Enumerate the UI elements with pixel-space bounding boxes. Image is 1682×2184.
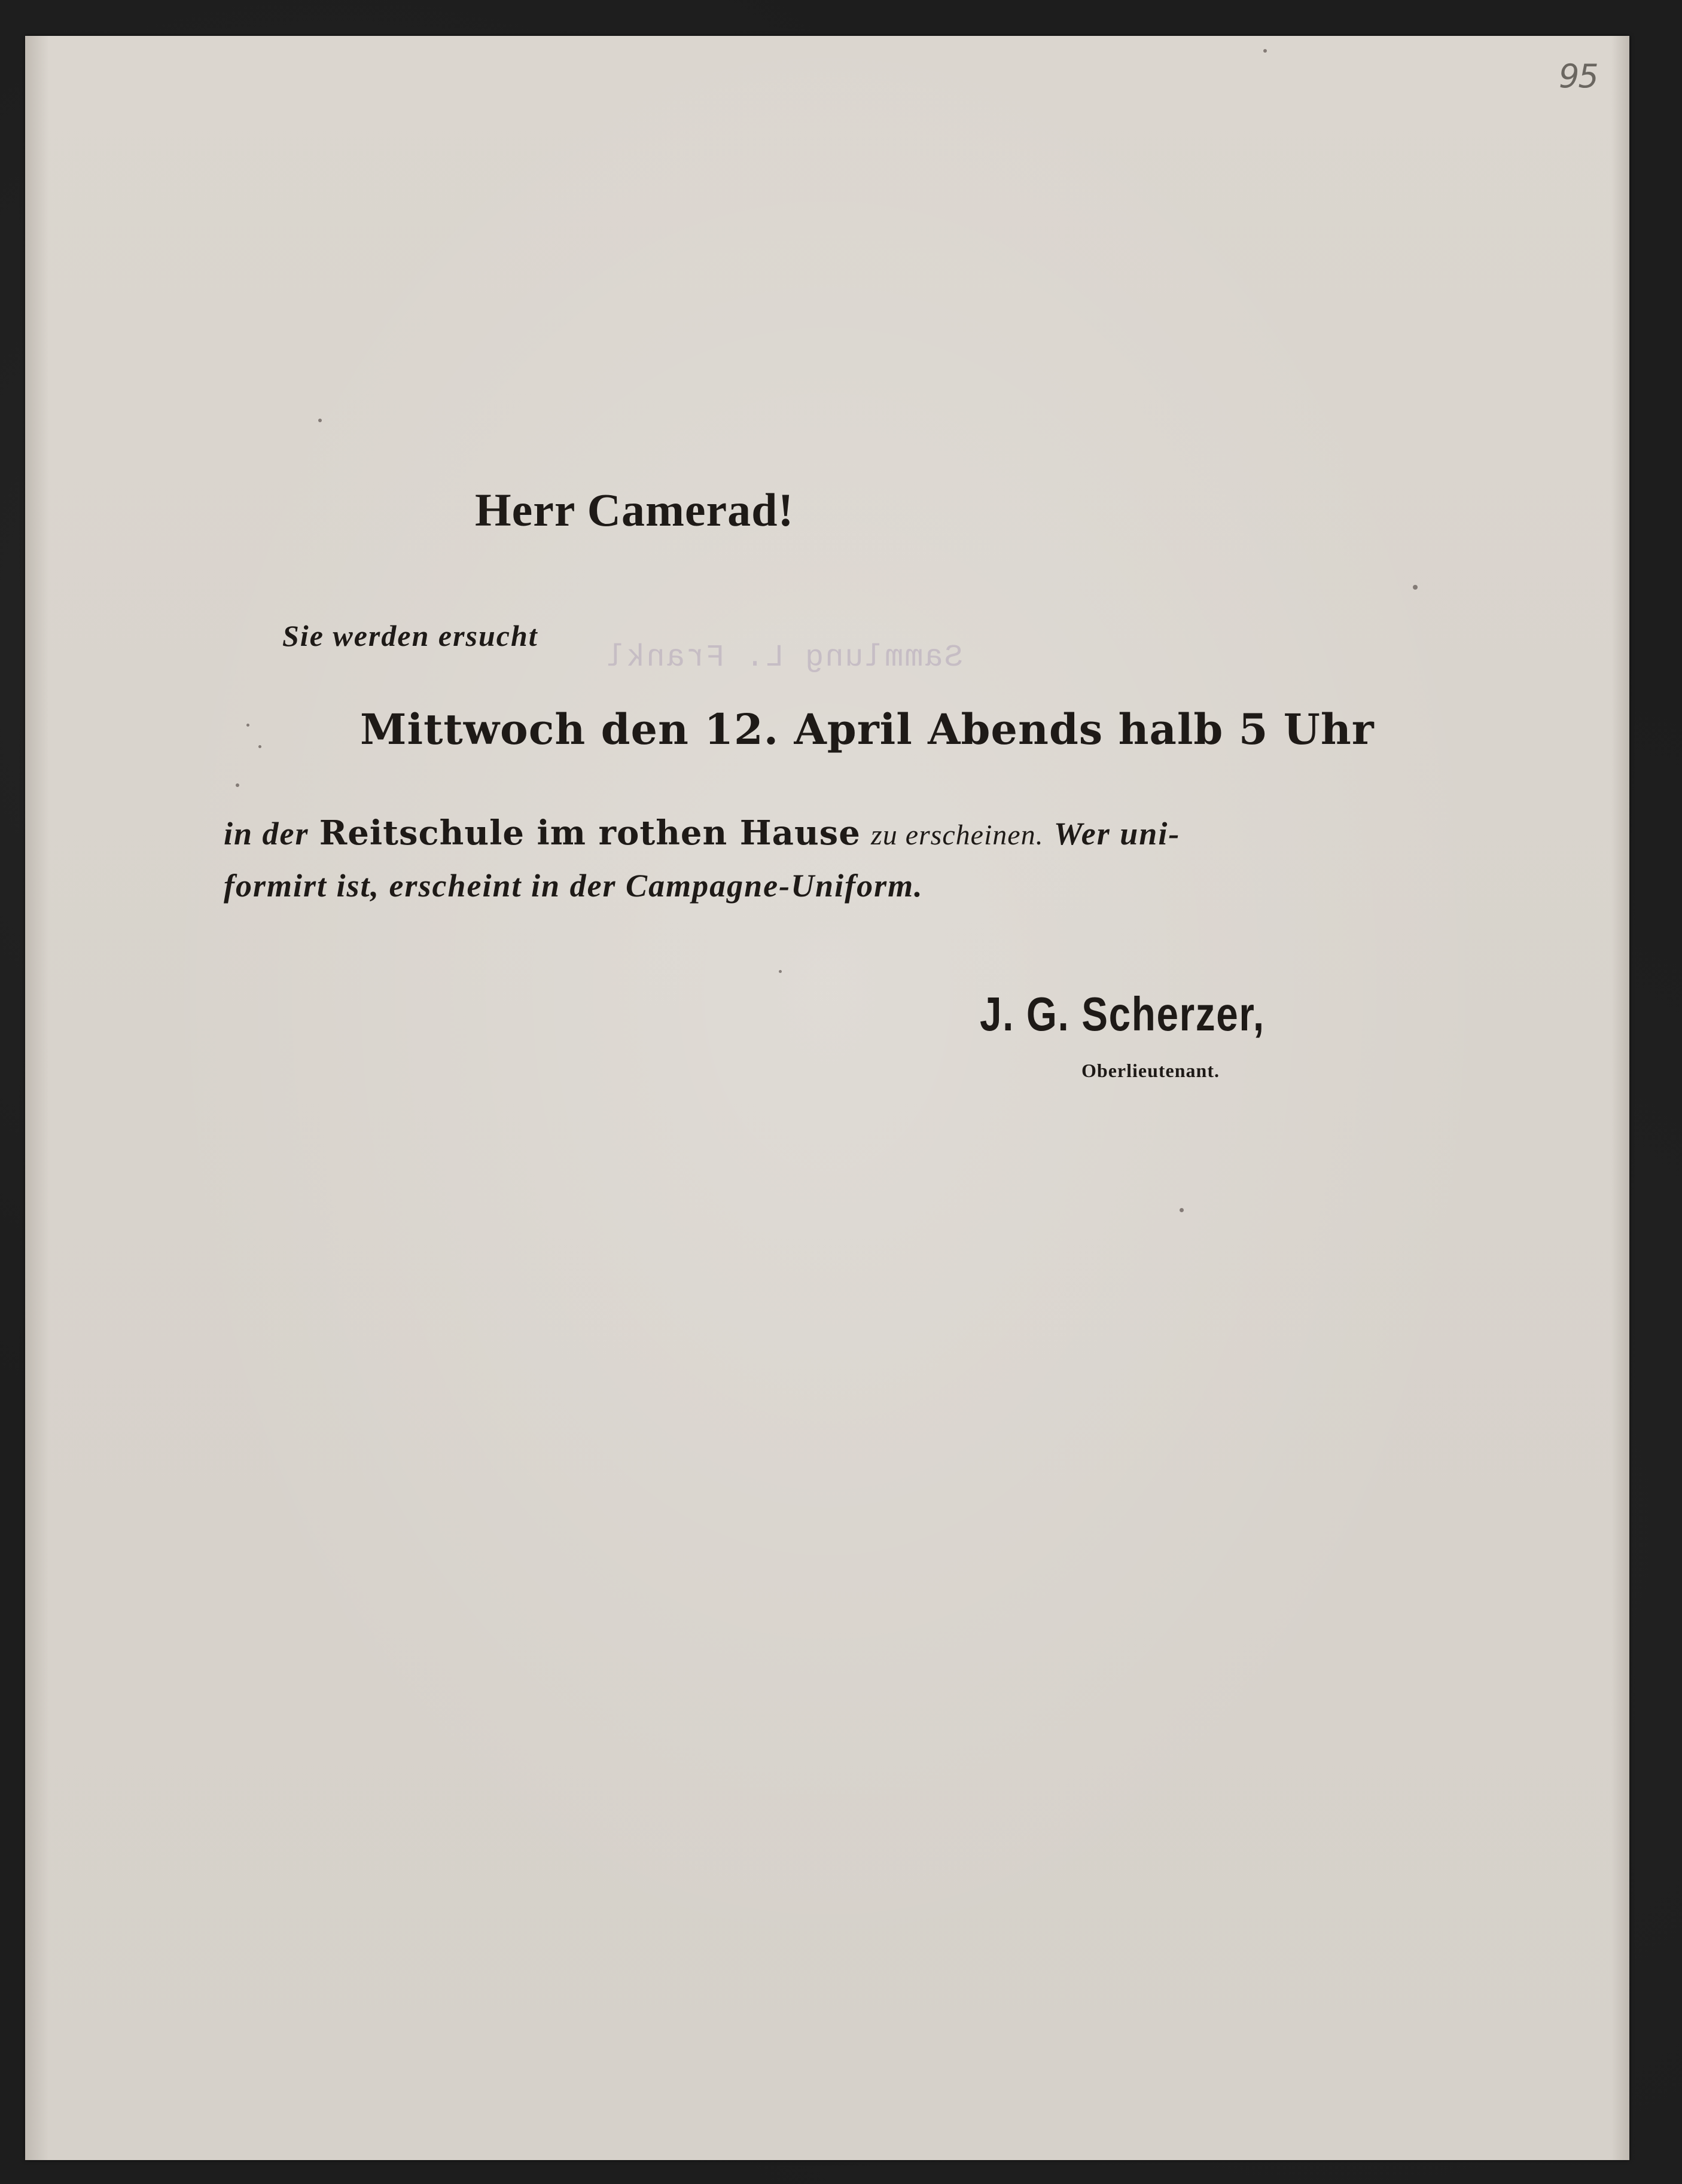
salutation: Herr Camerad! bbox=[475, 484, 794, 536]
body-line-2: formirt ist, erscheint in der Campagne-Uniform. bbox=[224, 868, 924, 904]
sheet-edge-left bbox=[25, 36, 49, 2160]
meeting-place: Reitschule im rothen Hause bbox=[319, 813, 861, 853]
signature-name: J. G. Scherzer, bbox=[980, 987, 1265, 1041]
request-line: Sie werden ersucht bbox=[282, 619, 538, 652]
signature-rank: Oberlieutenant. bbox=[1081, 1060, 1220, 1081]
body-line-1 bbox=[224, 813, 1180, 853]
paper-speck bbox=[258, 745, 261, 748]
body-prefix: in der bbox=[224, 816, 309, 852]
paper-speck bbox=[1263, 49, 1267, 53]
paper-speck bbox=[1180, 1208, 1184, 1212]
paper-speck bbox=[1413, 585, 1418, 590]
body-zu: zu erscheinen. bbox=[871, 819, 1044, 851]
paper-sheet bbox=[25, 36, 1629, 2160]
paper-speck bbox=[779, 970, 782, 973]
paper-speck bbox=[236, 783, 239, 787]
paper-speck bbox=[318, 419, 322, 422]
sheet-edge-right bbox=[1611, 36, 1629, 2160]
faded-stamp: Sammlung L. Frankl bbox=[605, 640, 963, 675]
body-suffix: Wer uni- bbox=[1053, 816, 1181, 852]
paper-speck bbox=[246, 724, 249, 727]
folio-number: 95 bbox=[1559, 57, 1598, 95]
meeting-datetime: Mittwoch den 12. April Abends halb 5 Uhr bbox=[360, 704, 1375, 754]
